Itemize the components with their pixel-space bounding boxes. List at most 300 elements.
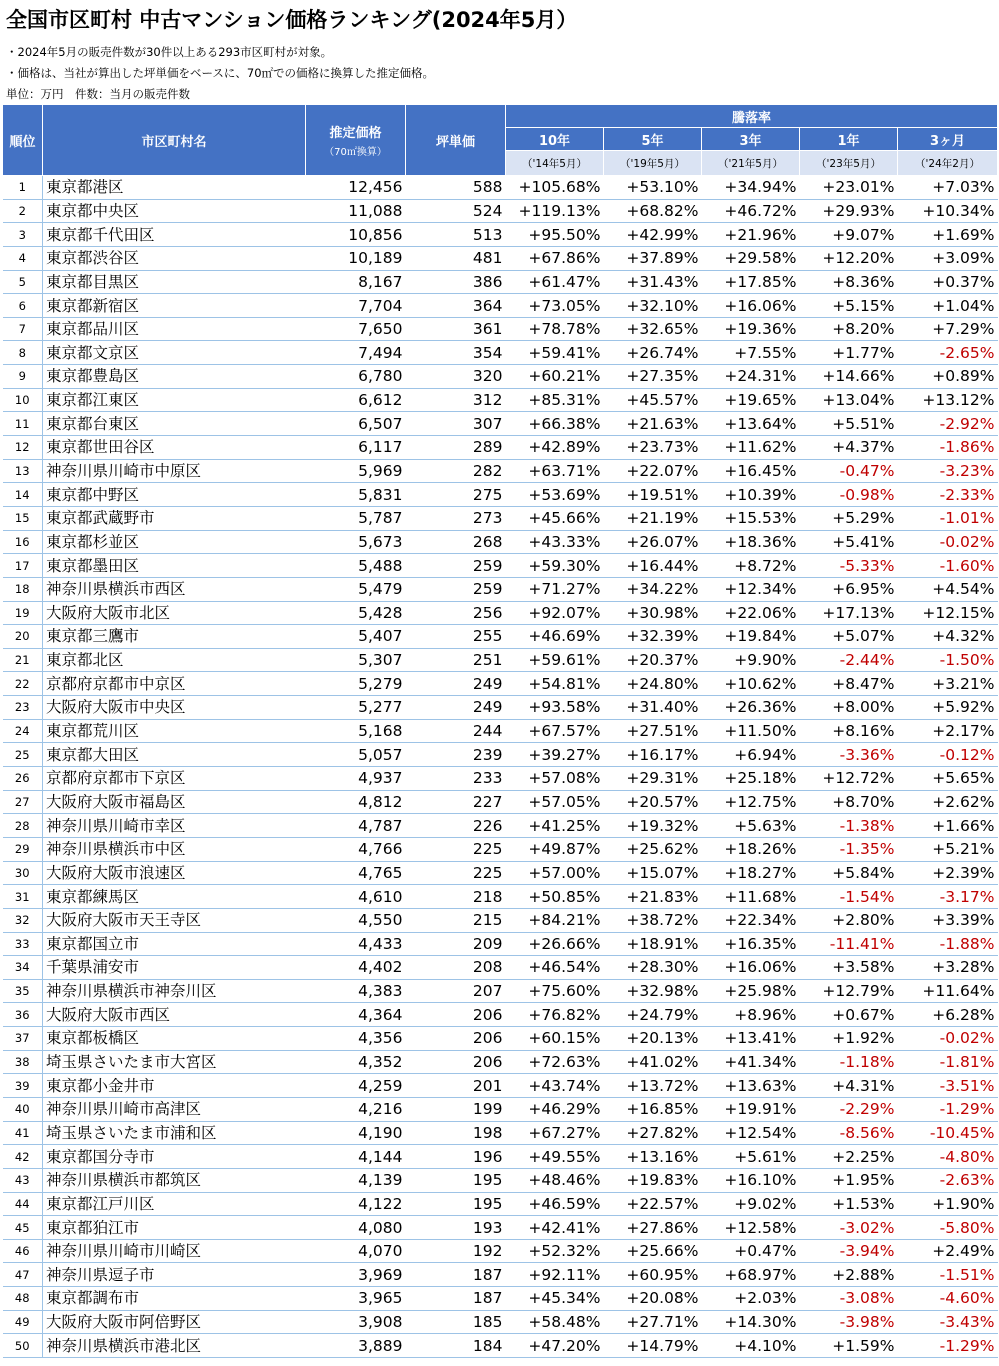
tsubo-price-cell: 196 xyxy=(406,1145,506,1169)
municipality-cell: 東京都中央区 xyxy=(43,199,306,223)
change-10y-cell: +49.87% xyxy=(506,837,604,861)
change-10y-cell: +54.81% xyxy=(506,672,604,696)
change-1y-cell: +1.95% xyxy=(800,1168,898,1192)
rank-cell: 49 xyxy=(3,1310,43,1334)
municipality-cell: 大阪府大阪市中央区 xyxy=(43,696,306,720)
note-target: ・2024年5月の販売件数が30件以上ある293市区町村が対象。 xyxy=(6,45,333,59)
change-3m-cell: -4.80% xyxy=(898,1145,998,1169)
change-3m-cell: +4.54% xyxy=(898,577,998,601)
table-row xyxy=(3,1121,998,1145)
rank-cell: 41 xyxy=(3,1121,43,1145)
municipality-cell: 大阪府大阪市浪速区 xyxy=(43,861,306,885)
municipality-cell: 東京都千代田区 xyxy=(43,223,306,247)
change-10y-cell: +42.41% xyxy=(506,1216,604,1240)
change-1y-cell: +9.07% xyxy=(800,223,898,247)
tsubo-price-cell: 259 xyxy=(406,577,506,601)
change-3y-cell: +29.58% xyxy=(702,246,800,270)
change-10y-cell: +60.21% xyxy=(506,365,604,389)
table-row xyxy=(3,554,998,578)
change-3m-cell: +5.65% xyxy=(898,767,998,791)
change-10y-cell: +59.41% xyxy=(506,341,604,365)
price-cell: 4,122 xyxy=(306,1192,406,1216)
municipality-cell: 東京都中野区 xyxy=(43,483,306,507)
change-3m-cell: +11.64% xyxy=(898,979,998,1003)
change-3m-cell: -5.80% xyxy=(898,1216,998,1240)
change-10y-cell: +119.13% xyxy=(506,199,604,223)
change-3m-cell: -2.63% xyxy=(898,1168,998,1192)
rank-cell: 7 xyxy=(3,317,43,341)
rank-cell: 44 xyxy=(3,1192,43,1216)
price-cell: 4,259 xyxy=(306,1074,406,1098)
change-3y-cell: +12.58% xyxy=(702,1216,800,1240)
change-3y-cell: +13.63% xyxy=(702,1074,800,1098)
change-1y-cell: -1.38% xyxy=(800,814,898,838)
rank-cell: 16 xyxy=(3,530,43,554)
rank-cell: 27 xyxy=(3,790,43,814)
change-3m-cell: +2.62% xyxy=(898,790,998,814)
change-1y-cell: +13.04% xyxy=(800,388,898,412)
header-period-1y-date: （'23年5月） xyxy=(800,151,898,176)
municipality-cell: 神奈川県横浜市港北区 xyxy=(43,1334,306,1358)
change-5y-cell: +20.08% xyxy=(604,1287,702,1311)
change-5y-cell: +27.51% xyxy=(604,719,702,743)
rank-cell: 2 xyxy=(3,199,43,223)
change-3y-cell: +12.75% xyxy=(702,790,800,814)
note-price: ・価格は、当社が算出した坪単価をベースに、70㎡での価格に換算した推定価格。 xyxy=(6,66,435,80)
change-1y-cell: -1.35% xyxy=(800,837,898,861)
change-10y-cell: +67.57% xyxy=(506,719,604,743)
price-cell: 5,673 xyxy=(306,530,406,554)
change-1y-cell: +5.41% xyxy=(800,530,898,554)
change-1y-cell: -3.08% xyxy=(800,1287,898,1311)
price-cell: 5,168 xyxy=(306,719,406,743)
tsubo-price-cell: 256 xyxy=(406,601,506,625)
change-10y-cell: +47.20% xyxy=(506,1334,604,1358)
table-row xyxy=(3,625,998,649)
change-1y-cell: +5.51% xyxy=(800,412,898,436)
table-row xyxy=(3,1192,998,1216)
header-tsubo: 坪単価 xyxy=(406,105,506,176)
table-row xyxy=(3,719,998,743)
change-1y-cell: +12.72% xyxy=(800,767,898,791)
municipality-cell: 東京都文京区 xyxy=(43,341,306,365)
change-5y-cell: +21.83% xyxy=(604,885,702,909)
change-3m-cell: -1.01% xyxy=(898,506,998,530)
rank-cell: 8 xyxy=(3,341,43,365)
change-3y-cell: +8.72% xyxy=(702,554,800,578)
price-cell: 4,433 xyxy=(306,932,406,956)
change-5y-cell: +19.83% xyxy=(604,1168,702,1192)
change-3m-cell: +5.92% xyxy=(898,696,998,720)
price-cell: 4,402 xyxy=(306,956,406,980)
rank-cell: 23 xyxy=(3,696,43,720)
change-5y-cell: +15.07% xyxy=(604,861,702,885)
municipality-cell: 大阪府大阪市福島区 xyxy=(43,790,306,814)
change-3y-cell: +24.31% xyxy=(702,365,800,389)
price-cell: 4,765 xyxy=(306,861,406,885)
change-3y-cell: +5.61% xyxy=(702,1145,800,1169)
change-10y-cell: +85.31% xyxy=(506,388,604,412)
price-cell: 4,383 xyxy=(306,979,406,1003)
change-1y-cell: +6.95% xyxy=(800,577,898,601)
change-3y-cell: +19.36% xyxy=(702,317,800,341)
change-5y-cell: +37.89% xyxy=(604,246,702,270)
change-5y-cell: +27.71% xyxy=(604,1310,702,1334)
municipality-cell: 神奈川県川崎市中原区 xyxy=(43,459,306,483)
change-1y-cell: +3.58% xyxy=(800,956,898,980)
price-cell: 11,088 xyxy=(306,199,406,223)
change-3y-cell: +18.26% xyxy=(702,837,800,861)
table-row xyxy=(3,388,998,412)
change-10y-cell: +41.25% xyxy=(506,814,604,838)
header-period-10y-date: （'14年5月） xyxy=(506,151,604,176)
municipality-cell: 東京都練馬区 xyxy=(43,885,306,909)
tsubo-price-cell: 227 xyxy=(406,790,506,814)
change-3y-cell: +7.55% xyxy=(702,341,800,365)
change-3y-cell: +68.97% xyxy=(702,1263,800,1287)
change-3y-cell: +11.62% xyxy=(702,436,800,460)
tsubo-price-cell: 233 xyxy=(406,767,506,791)
change-3m-cell: +3.28% xyxy=(898,956,998,980)
table-row xyxy=(3,956,998,980)
municipality-cell: 埼玉県さいたま市浦和区 xyxy=(43,1121,306,1145)
change-5y-cell: +60.95% xyxy=(604,1263,702,1287)
rank-cell: 1 xyxy=(3,176,43,200)
change-10y-cell: +52.32% xyxy=(506,1239,604,1263)
ranking-rows xyxy=(3,176,998,1358)
municipality-cell: 京都府京都市下京区 xyxy=(43,767,306,791)
table-row xyxy=(3,979,998,1003)
change-1y-cell: +5.07% xyxy=(800,625,898,649)
rank-cell: 18 xyxy=(3,577,43,601)
rank-cell: 21 xyxy=(3,648,43,672)
price-cell: 10,856 xyxy=(306,223,406,247)
change-1y-cell: +12.79% xyxy=(800,979,898,1003)
change-5y-cell: +28.30% xyxy=(604,956,702,980)
change-3m-cell: -2.33% xyxy=(898,483,998,507)
change-5y-cell: +27.86% xyxy=(604,1216,702,1240)
rank-cell: 46 xyxy=(3,1239,43,1263)
change-3m-cell: -2.65% xyxy=(898,341,998,365)
tsubo-price-cell: 187 xyxy=(406,1287,506,1311)
change-3y-cell: +11.68% xyxy=(702,885,800,909)
header-price xyxy=(306,105,406,176)
change-3y-cell: +16.06% xyxy=(702,294,800,318)
change-3m-cell: +10.34% xyxy=(898,199,998,223)
table-row xyxy=(3,459,998,483)
rank-cell: 3 xyxy=(3,223,43,247)
municipality-cell: 埼玉県さいたま市大宮区 xyxy=(43,1050,306,1074)
change-1y-cell: +12.20% xyxy=(800,246,898,270)
rank-cell: 6 xyxy=(3,294,43,318)
municipality-cell: 東京都大田区 xyxy=(43,743,306,767)
price-cell: 5,831 xyxy=(306,483,406,507)
change-1y-cell: -3.02% xyxy=(800,1216,898,1240)
change-5y-cell: +29.31% xyxy=(604,767,702,791)
price-cell: 5,307 xyxy=(306,648,406,672)
change-10y-cell: +84.21% xyxy=(506,908,604,932)
change-3m-cell: -0.02% xyxy=(898,530,998,554)
rank-cell: 11 xyxy=(3,412,43,436)
change-5y-cell: +34.22% xyxy=(604,577,702,601)
change-3m-cell: +4.32% xyxy=(898,625,998,649)
change-10y-cell: +92.07% xyxy=(506,601,604,625)
change-5y-cell: +32.39% xyxy=(604,625,702,649)
change-1y-cell: +2.25% xyxy=(800,1145,898,1169)
table-row xyxy=(3,743,998,767)
change-10y-cell: +71.27% xyxy=(506,577,604,601)
municipality-cell: 東京都豊島区 xyxy=(43,365,306,389)
change-5y-cell: +16.85% xyxy=(604,1097,702,1121)
rank-cell: 30 xyxy=(3,861,43,885)
municipality-cell: 東京都目黒区 xyxy=(43,270,306,294)
rank-cell: 50 xyxy=(3,1334,43,1358)
tsubo-price-cell: 354 xyxy=(406,341,506,365)
price-cell: 4,610 xyxy=(306,885,406,909)
change-5y-cell: +13.16% xyxy=(604,1145,702,1169)
change-5y-cell: +16.44% xyxy=(604,554,702,578)
change-1y-cell: +5.15% xyxy=(800,294,898,318)
tsubo-price-cell: 225 xyxy=(406,861,506,885)
change-10y-cell: +76.82% xyxy=(506,1003,604,1027)
table-row xyxy=(3,885,998,909)
table-row xyxy=(3,1310,998,1334)
table-row xyxy=(3,932,998,956)
table-row xyxy=(3,1003,998,1027)
change-10y-cell: +43.74% xyxy=(506,1074,604,1098)
change-3m-cell: -1.29% xyxy=(898,1334,998,1358)
rank-cell: 4 xyxy=(3,246,43,270)
municipality-cell: 大阪府大阪市天王寺区 xyxy=(43,908,306,932)
municipality-cell: 東京都新宿区 xyxy=(43,294,306,318)
change-10y-cell: +66.38% xyxy=(506,412,604,436)
rank-cell: 45 xyxy=(3,1216,43,1240)
municipality-cell: 東京都杉並区 xyxy=(43,530,306,554)
price-cell: 5,057 xyxy=(306,743,406,767)
change-1y-cell: -1.18% xyxy=(800,1050,898,1074)
change-3m-cell: -3.51% xyxy=(898,1074,998,1098)
tsubo-price-cell: 524 xyxy=(406,199,506,223)
header-period-3m-date: （'24年2月） xyxy=(898,151,998,176)
change-5y-cell: +31.40% xyxy=(604,696,702,720)
rank-cell: 14 xyxy=(3,483,43,507)
table-row xyxy=(3,577,998,601)
change-3y-cell: +18.36% xyxy=(702,530,800,554)
change-3y-cell: +12.34% xyxy=(702,577,800,601)
rank-cell: 10 xyxy=(3,388,43,412)
change-5y-cell: +41.02% xyxy=(604,1050,702,1074)
tsubo-price-cell: 206 xyxy=(406,1027,506,1051)
table-row xyxy=(3,767,998,791)
tsubo-price-cell: 193 xyxy=(406,1216,506,1240)
price-cell: 4,080 xyxy=(306,1216,406,1240)
price-cell: 4,364 xyxy=(306,1003,406,1027)
change-1y-cell: +8.16% xyxy=(800,719,898,743)
rank-cell: 15 xyxy=(3,506,43,530)
municipality-cell: 神奈川県川崎市川崎区 xyxy=(43,1239,306,1263)
change-5y-cell: +32.98% xyxy=(604,979,702,1003)
change-1y-cell: -3.94% xyxy=(800,1239,898,1263)
municipality-cell: 大阪府大阪市阿倍野区 xyxy=(43,1310,306,1334)
rank-cell: 19 xyxy=(3,601,43,625)
rank-cell: 43 xyxy=(3,1168,43,1192)
price-cell: 3,969 xyxy=(306,1263,406,1287)
rank-cell: 29 xyxy=(3,837,43,861)
price-cell: 3,965 xyxy=(306,1287,406,1311)
change-10y-cell: +95.50% xyxy=(506,223,604,247)
change-10y-cell: +57.05% xyxy=(506,790,604,814)
change-1y-cell: +8.00% xyxy=(800,696,898,720)
change-1y-cell: -0.98% xyxy=(800,483,898,507)
table-row xyxy=(3,506,998,530)
change-3m-cell: +2.39% xyxy=(898,861,998,885)
change-3m-cell: +1.90% xyxy=(898,1192,998,1216)
change-5y-cell: +25.62% xyxy=(604,837,702,861)
rank-cell: 32 xyxy=(3,908,43,932)
change-10y-cell: +46.59% xyxy=(506,1192,604,1216)
change-5y-cell: +30.98% xyxy=(604,601,702,625)
change-3y-cell: +25.18% xyxy=(702,767,800,791)
price-cell: 4,550 xyxy=(306,908,406,932)
change-10y-cell: +43.33% xyxy=(506,530,604,554)
change-3m-cell: -1.81% xyxy=(898,1050,998,1074)
change-10y-cell: +72.63% xyxy=(506,1050,604,1074)
municipality-cell: 東京都江東区 xyxy=(43,388,306,412)
municipality-cell: 東京都北区 xyxy=(43,648,306,672)
change-1y-cell: +2.88% xyxy=(800,1263,898,1287)
tsubo-price-cell: 201 xyxy=(406,1074,506,1098)
tsubo-price-cell: 195 xyxy=(406,1168,506,1192)
change-10y-cell: +50.85% xyxy=(506,885,604,909)
change-3m-cell: +2.49% xyxy=(898,1239,998,1263)
change-3y-cell: +5.63% xyxy=(702,814,800,838)
change-3m-cell: +1.66% xyxy=(898,814,998,838)
change-5y-cell: +26.07% xyxy=(604,530,702,554)
change-5y-cell: +19.32% xyxy=(604,814,702,838)
change-3m-cell: +0.89% xyxy=(898,365,998,389)
table-row xyxy=(3,672,998,696)
change-1y-cell: +2.80% xyxy=(800,908,898,932)
municipality-cell: 東京都世田谷区 xyxy=(43,436,306,460)
change-10y-cell: +46.29% xyxy=(506,1097,604,1121)
change-1y-cell: +17.13% xyxy=(800,601,898,625)
table-row xyxy=(3,246,998,270)
table-row xyxy=(3,176,998,200)
price-cell: 4,812 xyxy=(306,790,406,814)
tsubo-price-cell: 215 xyxy=(406,908,506,932)
header-period-3y: 3年 xyxy=(702,128,800,151)
change-3m-cell: -1.60% xyxy=(898,554,998,578)
price-cell: 5,428 xyxy=(306,601,406,625)
change-10y-cell: +59.61% xyxy=(506,648,604,672)
tsubo-price-cell: 273 xyxy=(406,506,506,530)
change-3y-cell: +46.72% xyxy=(702,199,800,223)
rank-cell: 13 xyxy=(3,459,43,483)
change-3y-cell: +4.10% xyxy=(702,1334,800,1358)
change-3m-cell: +3.39% xyxy=(898,908,998,932)
change-5y-cell: +26.74% xyxy=(604,341,702,365)
table-row xyxy=(3,648,998,672)
change-3y-cell: +10.39% xyxy=(702,483,800,507)
change-1y-cell: +1.77% xyxy=(800,341,898,365)
change-10y-cell: +92.11% xyxy=(506,1263,604,1287)
change-3y-cell: +34.94% xyxy=(702,176,800,200)
change-1y-cell: +4.37% xyxy=(800,436,898,460)
tsubo-price-cell: 195 xyxy=(406,1192,506,1216)
price-cell: 8,167 xyxy=(306,270,406,294)
change-3m-cell: +1.04% xyxy=(898,294,998,318)
change-1y-cell: -2.44% xyxy=(800,648,898,672)
price-cell: 5,787 xyxy=(306,506,406,530)
change-10y-cell: +45.66% xyxy=(506,506,604,530)
change-3m-cell: +1.69% xyxy=(898,223,998,247)
change-3m-cell: -0.02% xyxy=(898,1027,998,1051)
header-change-group: 騰落率 xyxy=(506,105,998,128)
tsubo-price-cell: 481 xyxy=(406,246,506,270)
table-row xyxy=(3,1027,998,1051)
change-3m-cell: -1.86% xyxy=(898,436,998,460)
change-3m-cell: -3.43% xyxy=(898,1310,998,1334)
table-row xyxy=(3,317,998,341)
rank-cell: 9 xyxy=(3,365,43,389)
price-cell: 4,766 xyxy=(306,837,406,861)
municipality-cell: 東京都国立市 xyxy=(43,932,306,956)
table-row xyxy=(3,483,998,507)
table-row xyxy=(3,1216,998,1240)
tsubo-price-cell: 218 xyxy=(406,885,506,909)
header-name: 市区町村名 xyxy=(43,105,306,176)
rank-cell: 39 xyxy=(3,1074,43,1098)
change-3y-cell: +16.10% xyxy=(702,1168,800,1192)
rank-cell: 40 xyxy=(3,1097,43,1121)
change-3m-cell: +3.09% xyxy=(898,246,998,270)
change-3m-cell: -4.60% xyxy=(898,1287,998,1311)
change-3y-cell: +11.50% xyxy=(702,719,800,743)
price-cell: 4,144 xyxy=(306,1145,406,1169)
change-3y-cell: +12.54% xyxy=(702,1121,800,1145)
change-1y-cell: -3.98% xyxy=(800,1310,898,1334)
change-5y-cell: +68.82% xyxy=(604,199,702,223)
municipality-cell: 神奈川県横浜市中区 xyxy=(43,837,306,861)
municipality-cell: 東京都江戸川区 xyxy=(43,1192,306,1216)
tsubo-price-cell: 225 xyxy=(406,837,506,861)
change-10y-cell: +57.00% xyxy=(506,861,604,885)
change-5y-cell: +16.17% xyxy=(604,743,702,767)
tsubo-price-cell: 513 xyxy=(406,223,506,247)
municipality-cell: 神奈川県川崎市幸区 xyxy=(43,814,306,838)
change-3y-cell: +18.27% xyxy=(702,861,800,885)
change-3y-cell: +22.06% xyxy=(702,601,800,625)
table-row xyxy=(3,199,998,223)
change-10y-cell: +58.48% xyxy=(506,1310,604,1334)
change-3m-cell: -10.45% xyxy=(898,1121,998,1145)
change-3m-cell: -1.88% xyxy=(898,932,998,956)
change-5y-cell: +45.57% xyxy=(604,388,702,412)
change-10y-cell: +45.34% xyxy=(506,1287,604,1311)
price-cell: 5,488 xyxy=(306,554,406,578)
change-10y-cell: +60.15% xyxy=(506,1027,604,1051)
price-cell: 4,216 xyxy=(306,1097,406,1121)
municipality-cell: 東京都港区 xyxy=(43,176,306,200)
tsubo-price-cell: 249 xyxy=(406,696,506,720)
change-5y-cell: +31.43% xyxy=(604,270,702,294)
change-5y-cell: +27.82% xyxy=(604,1121,702,1145)
change-5y-cell: +18.91% xyxy=(604,932,702,956)
tsubo-price-cell: 249 xyxy=(406,672,506,696)
rank-cell: 34 xyxy=(3,956,43,980)
tsubo-price-cell: 185 xyxy=(406,1310,506,1334)
table-row xyxy=(3,1263,998,1287)
